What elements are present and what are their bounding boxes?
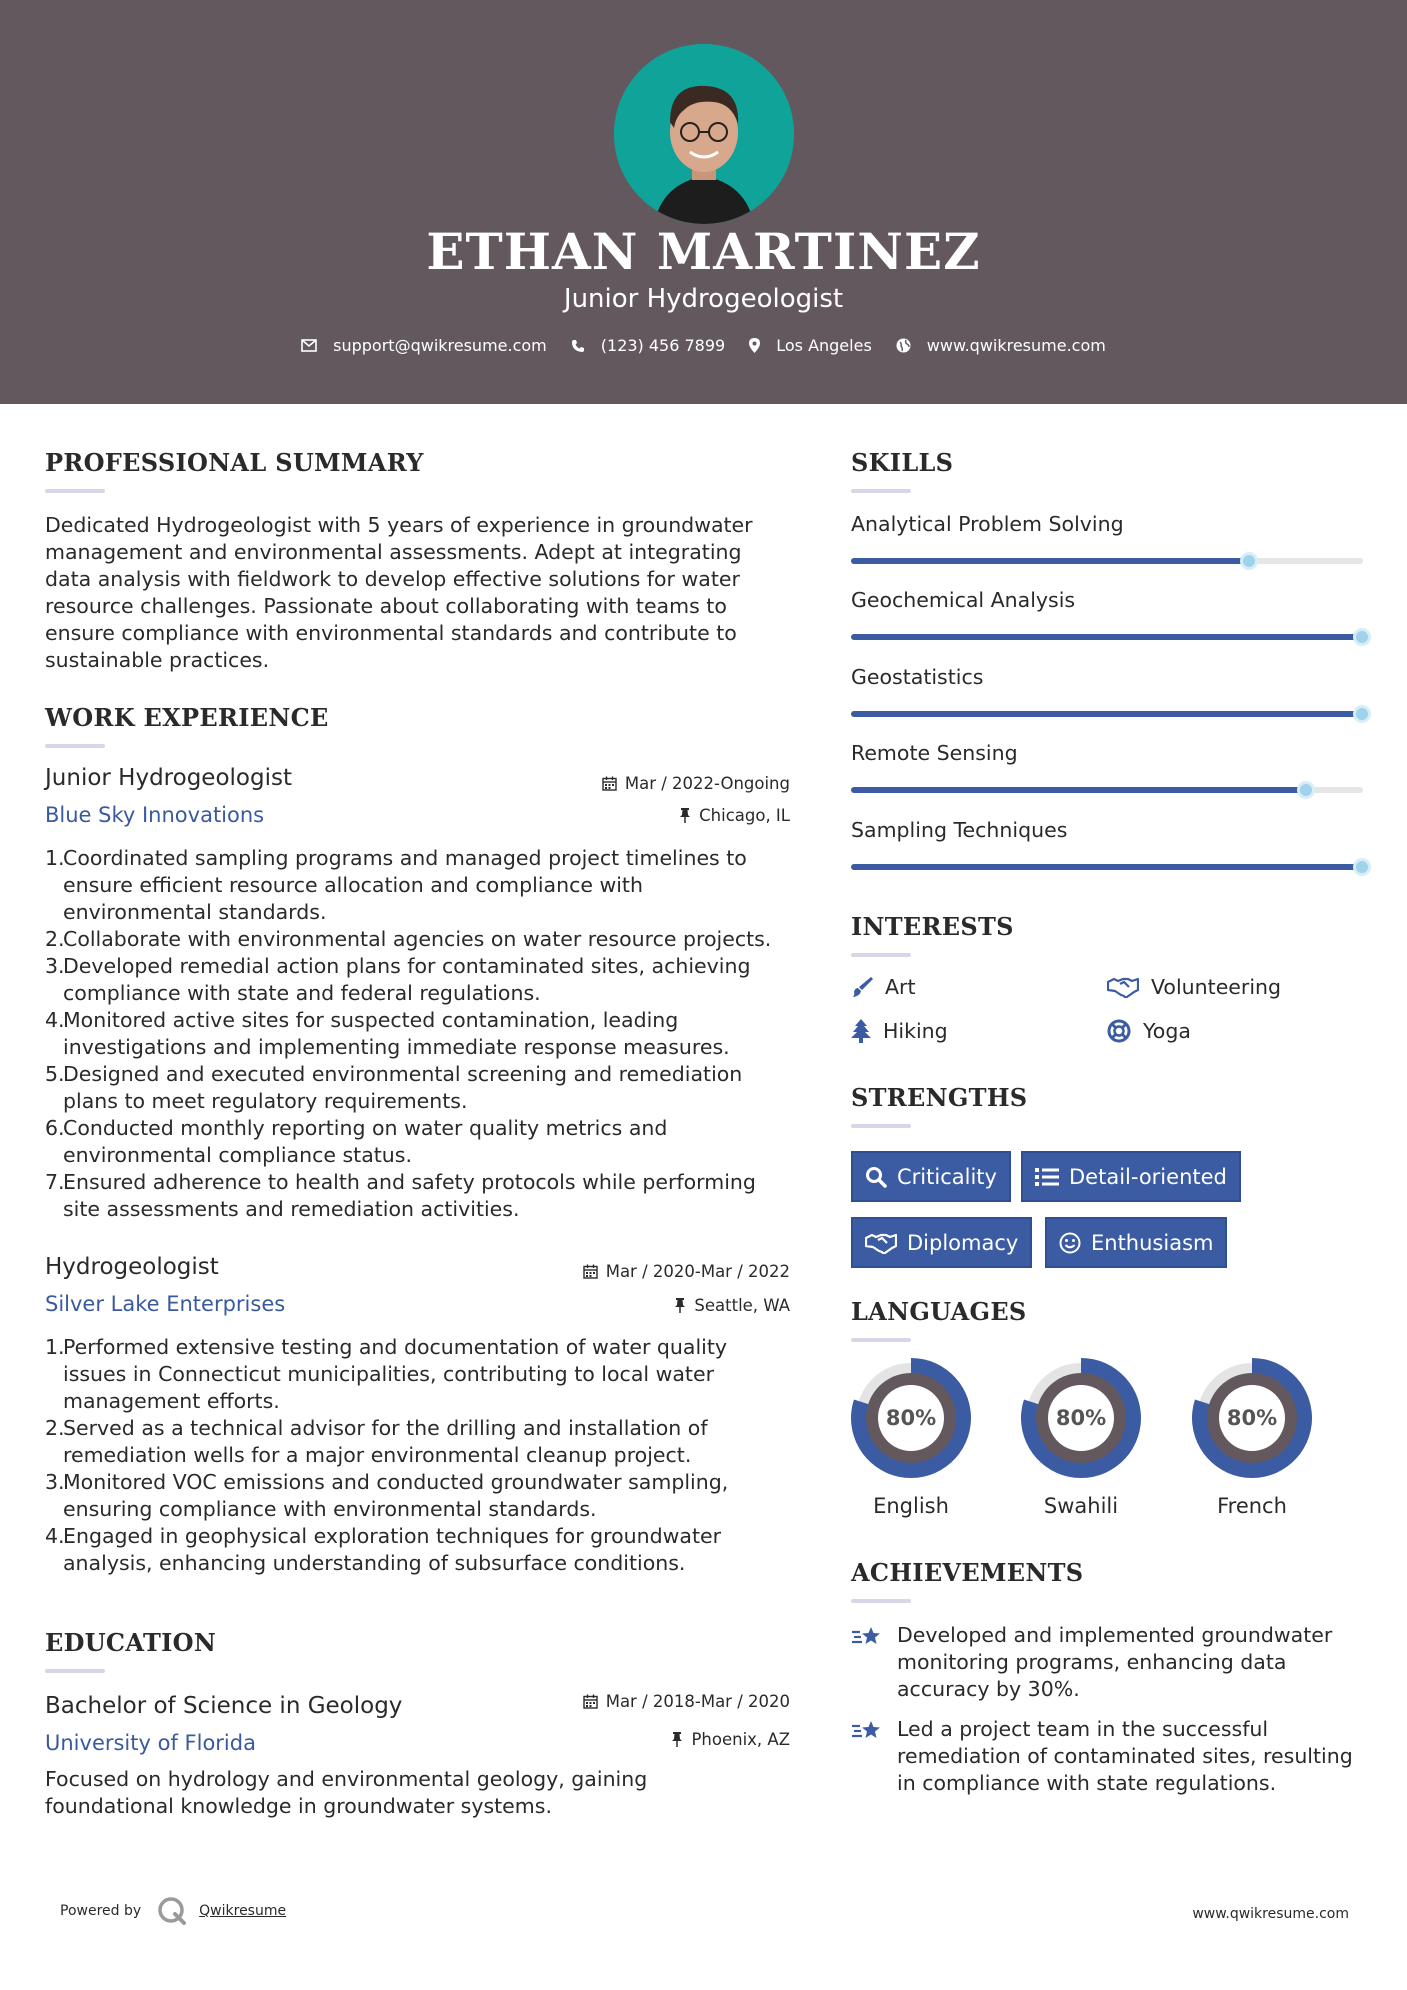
shooting-star-icon: [851, 1718, 883, 1744]
contact-website[interactable]: [896, 336, 1106, 355]
interest-label: Yoga: [1143, 1019, 1191, 1043]
company-name: Silver Lake Enterprises: [45, 1292, 286, 1316]
education-description: [45, 1766, 785, 1820]
list-item: 6. Conducted monthly reporting on water quality metrics and environmental compliance status.: [45, 1116, 668, 1167]
skill-bar-knob: [1353, 628, 1371, 646]
skill-bar-fill: [851, 787, 1307, 793]
list-item: 4. Monitored active sites for suspected contamination, leading investigations and implementing immediate response measures.: [45, 1008, 730, 1059]
location-text: Los Angeles: [776, 336, 872, 355]
language-item: [849, 1356, 973, 1518]
skill-label: Geochemical Analysis: [851, 588, 1076, 612]
strength-label: Detail-oriented: [1069, 1164, 1227, 1189]
interest-item: [851, 1019, 948, 1043]
handshake-icon: [865, 1232, 897, 1254]
envelope-icon: [301, 339, 317, 352]
language-progress-ring: [1190, 1356, 1314, 1480]
skill-bar-knob: [1240, 552, 1258, 570]
strength-label: Criticality: [897, 1164, 997, 1189]
education-line: Focused on hydrology and environmental geology, gaining: [45, 1767, 648, 1791]
language-progress-ring: [1019, 1356, 1143, 1480]
brand-link[interactable]: Qwikresume: [199, 1903, 287, 1919]
qwikresume-logo-icon: [157, 1896, 187, 1926]
summary-line: ensure compliance with environmental standards and contribute to: [45, 621, 737, 645]
job-title: Junior Hydrogeologist: [45, 765, 292, 791]
contact-phone[interactable]: [571, 336, 725, 355]
dates-text: Mar / 2018-Mar / 2020: [605, 1692, 790, 1711]
pushpin-icon: [674, 1298, 686, 1313]
smile-icon: [1059, 1232, 1081, 1254]
job-responsibilities: [45, 845, 795, 1223]
strength-tag: [851, 1151, 1011, 1202]
list-item: 5. Designed and executed environmental screening and remediation plans to meet regulatory requirements.: [45, 1062, 743, 1113]
skill-label: Analytical Problem Solving: [851, 512, 1124, 536]
skill-bar-knob: [1353, 705, 1371, 723]
section-divider: [45, 489, 105, 493]
job-responsibilities: [45, 1334, 795, 1577]
shooting-star-icon: [851, 1624, 883, 1650]
skill-bar-knob: [1353, 858, 1371, 876]
search-icon: [865, 1166, 887, 1188]
pushpin-icon: [671, 1732, 683, 1747]
list-item: 7. Ensured adherence to health and safety protocols while performing site assessments and remediation activities.: [45, 1170, 756, 1221]
skill-label: Geostatistics: [851, 665, 984, 689]
candidate-name: ETHAN MARTINEZ: [426, 222, 981, 281]
dates-text: Mar / 2020-Mar / 2022: [605, 1262, 790, 1281]
contact-bar: [0, 336, 1407, 355]
skill-bar-fill: [851, 558, 1250, 564]
handshake-icon: [1107, 976, 1139, 998]
candidate-title: Junior Hydrogeologist: [563, 284, 844, 314]
interest-item: [1107, 975, 1281, 999]
calendar-icon: [602, 776, 617, 791]
powered-by-text: Powered by: [60, 1903, 142, 1919]
summary-line: management and environmental assessments. Adept at integrating: [45, 540, 742, 564]
summary-line: sustainable practices.: [45, 648, 270, 672]
skill-bar: [851, 558, 1363, 564]
language-percent: 80%: [1226, 1406, 1278, 1430]
job-location: [674, 1296, 790, 1315]
website-text: www.qwikresume.com: [926, 336, 1106, 355]
skill-bar-knob: [1297, 781, 1315, 799]
experience-heading: WORK EXPERIENCE: [45, 703, 329, 732]
email-text: support@qwikresume.com: [333, 336, 547, 355]
tree-icon: [851, 1019, 871, 1043]
list-item: 2. Collaborate with environmental agencies on water resource projects.: [45, 927, 772, 951]
section-divider: [851, 489, 911, 493]
interest-label: Volunteering: [1151, 975, 1282, 999]
section-divider: [851, 1599, 911, 1603]
skill-label: Sampling Techniques: [851, 818, 1068, 842]
language-item: [1019, 1356, 1143, 1518]
skills-heading: SKILLS: [851, 448, 954, 477]
education-heading: EDUCATION: [45, 1628, 217, 1657]
list-icon: [1035, 1167, 1059, 1187]
strength-label: Enthusiasm: [1091, 1230, 1214, 1255]
strengths-heading: STRENGTHS: [851, 1083, 1028, 1112]
location-text: Seattle, WA: [694, 1296, 790, 1315]
life-ring-icon: [1107, 1019, 1131, 1043]
map-pin-icon: [749, 338, 760, 353]
globe-icon: [896, 338, 911, 353]
section-divider: [851, 953, 911, 957]
skill-bar-fill: [851, 864, 1363, 870]
language-item: [1190, 1356, 1314, 1518]
education-location: [671, 1730, 790, 1749]
language-percent: 80%: [885, 1406, 937, 1430]
language-progress-ring: [849, 1356, 973, 1480]
language-percent: 80%: [1055, 1406, 1107, 1430]
list-item: 3. Developed remedial action plans for contaminated sites, achieving compliance with state and federal regulations.: [45, 954, 751, 1005]
contact-location: [749, 336, 872, 355]
location-text: Phoenix, AZ: [691, 1730, 790, 1749]
list-item: 3. Monitored VOC emissions and conducted groundwater sampling, ensuring compliance with environmental standards.: [45, 1470, 729, 1521]
job-title: Hydrogeologist: [45, 1254, 219, 1280]
language-name: Swahili: [1043, 1494, 1119, 1518]
footer-branding: [60, 1896, 286, 1926]
school-name: University of Florida: [45, 1731, 256, 1755]
achievement-item: [851, 1716, 1371, 1797]
contact-email[interactable]: [301, 336, 547, 355]
achievement-text: Led a project team in the successful remediation of contaminated sites, resulting in compliance with state regulations.: [897, 1717, 1353, 1795]
skill-bar: [851, 864, 1363, 870]
skill-bar: [851, 634, 1363, 640]
language-name: English: [873, 1494, 949, 1518]
strength-tag: [851, 1217, 1032, 1268]
section-divider: [45, 744, 105, 748]
interest-item: [1107, 1019, 1191, 1043]
company-name: Blue Sky Innovations: [45, 803, 265, 827]
interest-label: Art: [885, 975, 916, 999]
job-location: [679, 806, 790, 825]
education-dates: [583, 1692, 790, 1711]
list-item: 2. Served as a technical advisor for the drilling and installation of remediation wells for a major environmental cleanup project.: [45, 1416, 708, 1467]
strength-label: Diplomacy: [907, 1230, 1019, 1255]
interest-label: Hiking: [883, 1019, 948, 1043]
section-divider: [851, 1338, 911, 1342]
skill-bar: [851, 787, 1363, 793]
interest-item: [851, 975, 916, 999]
dates-text: Mar / 2022-Ongoing: [624, 774, 790, 793]
job-dates: [583, 1262, 790, 1281]
paintbrush-icon: [851, 976, 873, 998]
summary-line: Dedicated Hydrogeologist with 5 years of experience in groundwater: [45, 513, 753, 537]
job-dates: [602, 774, 790, 793]
resume-header: [0, 0, 1407, 404]
list-item: 1. Performed extensive testing and documentation of water quality issues in Connecticut municipalities, contributing to local water management efforts.: [45, 1335, 728, 1413]
phone-text: (123) 456 7899: [600, 336, 726, 355]
summary-text: [45, 512, 785, 674]
list-item: 1. Coordinated sampling programs and managed project timelines to ensure efficient resource allocation and compliance with environmental standards.: [45, 846, 747, 924]
languages-heading: LANGUAGES: [851, 1297, 1027, 1326]
list-item: 4. Engaged in geophysical exploration techniques for groundwater analysis, enhancing understanding of subsurface conditions.: [45, 1524, 722, 1575]
skill-bar: [851, 711, 1363, 717]
skill-bar-fill: [851, 634, 1363, 640]
pushpin-icon: [679, 808, 691, 823]
strength-tag: [1045, 1217, 1227, 1268]
footer-website-link[interactable]: www.qwikresume.com: [1192, 1906, 1349, 1922]
strength-tag: [1021, 1151, 1241, 1202]
summary-line: resource challenges. Passionate about collaborating with teams to: [45, 594, 727, 618]
section-divider: [45, 1669, 105, 1673]
achievements-heading: ACHIEVEMENTS: [851, 1558, 1084, 1587]
profile-photo: [614, 44, 794, 224]
education-line: foundational knowledge in groundwater systems.: [45, 1794, 552, 1818]
location-text: Chicago, IL: [699, 806, 790, 825]
skill-bar-fill: [851, 711, 1363, 717]
achievement-text: Developed and implemented groundwater monitoring programs, enhancing data accuracy by 30%.: [897, 1623, 1333, 1701]
interests-heading: INTERESTS: [851, 912, 1014, 941]
degree-title: Bachelor of Science in Geology: [45, 1693, 403, 1719]
summary-heading: PROFESSIONAL SUMMARY: [45, 448, 424, 477]
language-name: French: [1217, 1494, 1287, 1518]
skill-label: Remote Sensing: [851, 741, 1018, 765]
calendar-icon: [583, 1264, 598, 1279]
summary-line: data analysis with fieldwork to develop effective solutions for water: [45, 567, 740, 591]
achievement-item: [851, 1622, 1371, 1703]
calendar-icon: [583, 1694, 598, 1709]
phone-icon: [571, 339, 585, 353]
section-divider: [851, 1124, 911, 1128]
